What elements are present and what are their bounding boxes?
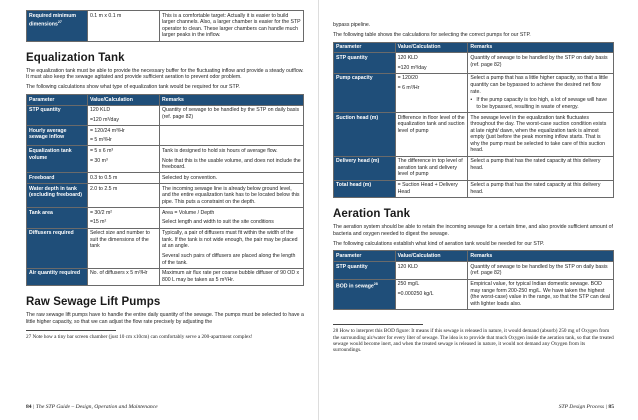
footnote: 27 Note how a tiny bar screen chamber (just 10 cm x10cm) can comfortably serve a 200-apartment complex!	[26, 333, 253, 340]
pump-table	[333, 42, 614, 198]
right-page	[319, 0, 638, 420]
table-header: Remarks	[468, 251, 614, 262]
table-row	[27, 268, 304, 285]
table-cell-value: 0.3 to 0.5 m	[87, 173, 159, 184]
table-cell-label: Suction head (m)	[334, 112, 396, 156]
table-cell-value: = 120/24 m³/Hr = 5 m³/Hr	[87, 126, 159, 146]
table-cell-value: Select size and number to suit the dimensions of the tank	[87, 228, 159, 268]
table-cell-remark	[159, 126, 303, 146]
table-cell-label: Delivery head (m)	[334, 156, 396, 180]
table-cell-remark: The incoming sewage line is already below ground level, and the entire equalization tank has to be located below this pipe. This puts a constraint on the depth.	[159, 184, 303, 208]
table-row	[27, 105, 304, 125]
table-cell-label: Pump capacity	[334, 73, 396, 112]
table-cell-label: Required minimum dimensions$^{27}$	[27, 11, 88, 42]
table-cell-remark: Maximum air flux rate per coarse bubble diffuser of 90 OD x 800 L may be taken as 5 m³/Hr.	[159, 268, 303, 285]
table-cell-remark: Quantity of sewage to be handled by the STP on daily basis (ref. page 82)	[159, 105, 303, 125]
table-cell-remark: Selected by convention.	[159, 173, 303, 184]
paragraph: The equalization tank must be able to provide the necessary buffer for the fluctuating inflow and provide a steady outflow. It must also keep the sewage agitated and provide sufficient aeration to prevent odor problem.	[26, 67, 304, 81]
table-cell-value: 250 mg/L =0.000250 kg/L	[395, 279, 468, 310]
table-row	[334, 279, 614, 310]
table-cell-value: 0.1 m x 0.1 m	[87, 11, 159, 42]
table-row	[334, 262, 614, 279]
table-header: Value/Calculation	[395, 251, 468, 262]
table-cell-value: = 120/20 = 6 m³/Hr	[395, 73, 468, 112]
section-heading-equalization: Equalization Tank	[26, 51, 125, 64]
table-cell-label: Hourly average sewage inflow	[27, 126, 88, 146]
table-cell-label: Water depth in tank (excluding freeboard)	[27, 184, 88, 208]
table-cell-value: 120 KLD	[395, 262, 468, 279]
table-cell-remark: This is a comfortable target: Actually it is easier to build larger channels. Also, a larger chamber is easier for the STP operator to clean. These larger chambers can handle much larger peaks in the inflow.	[159, 11, 303, 42]
table-row	[27, 173, 304, 184]
table-cell-remark: Area = Volume / Depth Select length and width to suit the site conditions	[159, 208, 303, 228]
table-row	[334, 156, 614, 180]
footer-title: STP Design Process |	[558, 404, 607, 410]
table-header: Parameter	[27, 94, 88, 105]
section-heading-aeration: Aeration Tank	[333, 208, 411, 220]
page-number: 84	[26, 404, 32, 410]
table-row	[27, 228, 304, 268]
table-row	[27, 184, 304, 208]
table-cell-label: STP quantity	[334, 53, 396, 73]
table-cell-value: 120 KLD =120 m³/day	[87, 105, 159, 125]
table-cell-label: STP quantity	[334, 262, 396, 279]
table-row	[27, 208, 304, 228]
paragraph: The following calculations establish what kind of aeration tank would be needed for our STP.	[333, 240, 545, 247]
table-cell-remark: The sewage level in the equalization tank fluctuates throughout the day. The worst-case suction condition exists at late night/ dawn, when the equalization tank is almost empty (just before the peak morning inflow starts. That is why the pump must be selected to take care of this suction head.	[468, 112, 614, 156]
table-cell-value: = 5 x 6 m³ = 30 m³	[87, 146, 159, 173]
table-cell-value: 120 KLD =120 m³/day	[395, 53, 468, 73]
table-cell-label: Freeboard	[27, 173, 88, 184]
table-header: Remarks	[159, 94, 303, 105]
table-cell-value: Difference in floor level of the equalization tank and suction level of pump	[395, 112, 468, 156]
table-cell-value: No. of diffusers x 5 m³/Hr	[87, 268, 159, 285]
page-footer	[559, 404, 614, 410]
table-cell-remark: Select a pump that has the rated capacity at this delivery head.	[468, 156, 614, 180]
equalization-table	[26, 94, 304, 286]
table-header: Remarks	[468, 42, 614, 53]
table-cell-label: Total head (m)	[334, 180, 396, 197]
table-cell-value: = 30/2 m² =15 m²	[87, 208, 159, 228]
table-header: Parameter	[334, 42, 396, 53]
table-cell-remark: Typically, a pair of diffusers must fit within the width of the tank. If the tank is not wide enough, the pair may be placed at an angle. Several such pairs of diffusers are placed along the length of the tank.	[159, 228, 303, 268]
table-cell-label: STP quantity	[27, 105, 88, 125]
footer-title: | The STP Guide – Design, Operation and Maintenance	[33, 404, 158, 410]
table-cell-value: 2.0 to 2.5 m	[87, 184, 159, 208]
footnote-divider	[26, 330, 116, 331]
table-cell-remark: Select a pump that has a little higher capacity, so that a little quantity can be bypassed to achieve the desired net flow rate. • If the pump capacity is too high, a lot of sewage will have to be bypassed, resulting in waste of energy.	[468, 73, 614, 112]
table-cell-value: = Suction Head + Delivery Head	[395, 180, 468, 197]
bar-screen-table	[26, 10, 304, 42]
table-row	[334, 112, 614, 156]
paragraph: The following calculations show what type of equalization tank would be required for our STP.	[26, 84, 240, 91]
table-cell-label: Air quantity required	[27, 268, 88, 285]
table-row	[27, 126, 304, 146]
page-footer	[26, 404, 158, 410]
aeration-table	[333, 250, 614, 310]
table-cell-remark: Empirical value, for typical Indian domestic sewage. BOD may range form 200-250 mg/L. We have taken the highest (the worst-case) value in the range, so that the STP can deal with lighter loads also.	[468, 279, 614, 310]
footnote: 28 How to interpret this BOD figure: It means if this sewage is released in nature, it would demand (absorb) 250 mg of Oxygen from the surrounding air/water for every liter of sewage. The idea is to provide that much Oxygen inside the aeration tank, so that the treated sewage would become inert, and when the treated sewage is released in nature, it would not demand any Oxygen from its surroundings.	[333, 328, 614, 354]
footnote-divider	[333, 324, 423, 325]
paragraph: The aeration system should be able to retain the incoming sewage for a certain time, and also provide sufficient amount of bacteria and oxygen needed to digest the sewage.	[333, 224, 613, 237]
table-header: Value/Calculation	[87, 94, 159, 105]
page-number: 85	[608, 404, 614, 410]
table-row	[334, 73, 614, 112]
table-cell-remark: Select a pump that has the rated capacity at this delivery head.	[468, 180, 614, 197]
paragraph: The raw sewage lift pumps have to handle the entire daily quantity of the sewage. The pumps must be selected to have a little higher capacity, so that we can adjust the flow rate precisely by adjusting the	[26, 312, 304, 325]
table-cell-remark: Quantity of sewage to be handled by the STP on daily basis (ref. page 82)	[468, 53, 614, 73]
table-cell-label: Tank area	[27, 208, 88, 228]
table-header: Parameter	[334, 251, 396, 262]
table-cell-remark: Quantity of sewage to be handled by the STP on daily basis (ref. page 82)	[468, 262, 614, 279]
table-row	[334, 53, 614, 73]
section-heading-raw-sewage: Raw Sewage Lift Pumps	[26, 296, 161, 309]
table-cell-label: Diffusers required	[27, 228, 88, 268]
table-cell-label: BOD in sewage$^{28}$	[334, 279, 396, 310]
table-cell-remark: Tank is designed to hold six hours of average flow. Note that this is the usable volume, and does not include the freeboard.	[159, 146, 303, 173]
table-cell-label: Equalization tank volume	[27, 146, 88, 173]
table-row	[334, 180, 614, 197]
table-cell-value: The difference in top level of aeration tank and delivery level of pump	[395, 156, 468, 180]
paragraph: bypass pipeline.	[333, 22, 371, 28]
table-row	[27, 146, 304, 173]
table-header: Value/Calculation	[395, 42, 468, 53]
paragraph: The following table shows the calculations for selecting the correct pumps for our STP.	[333, 31, 531, 38]
